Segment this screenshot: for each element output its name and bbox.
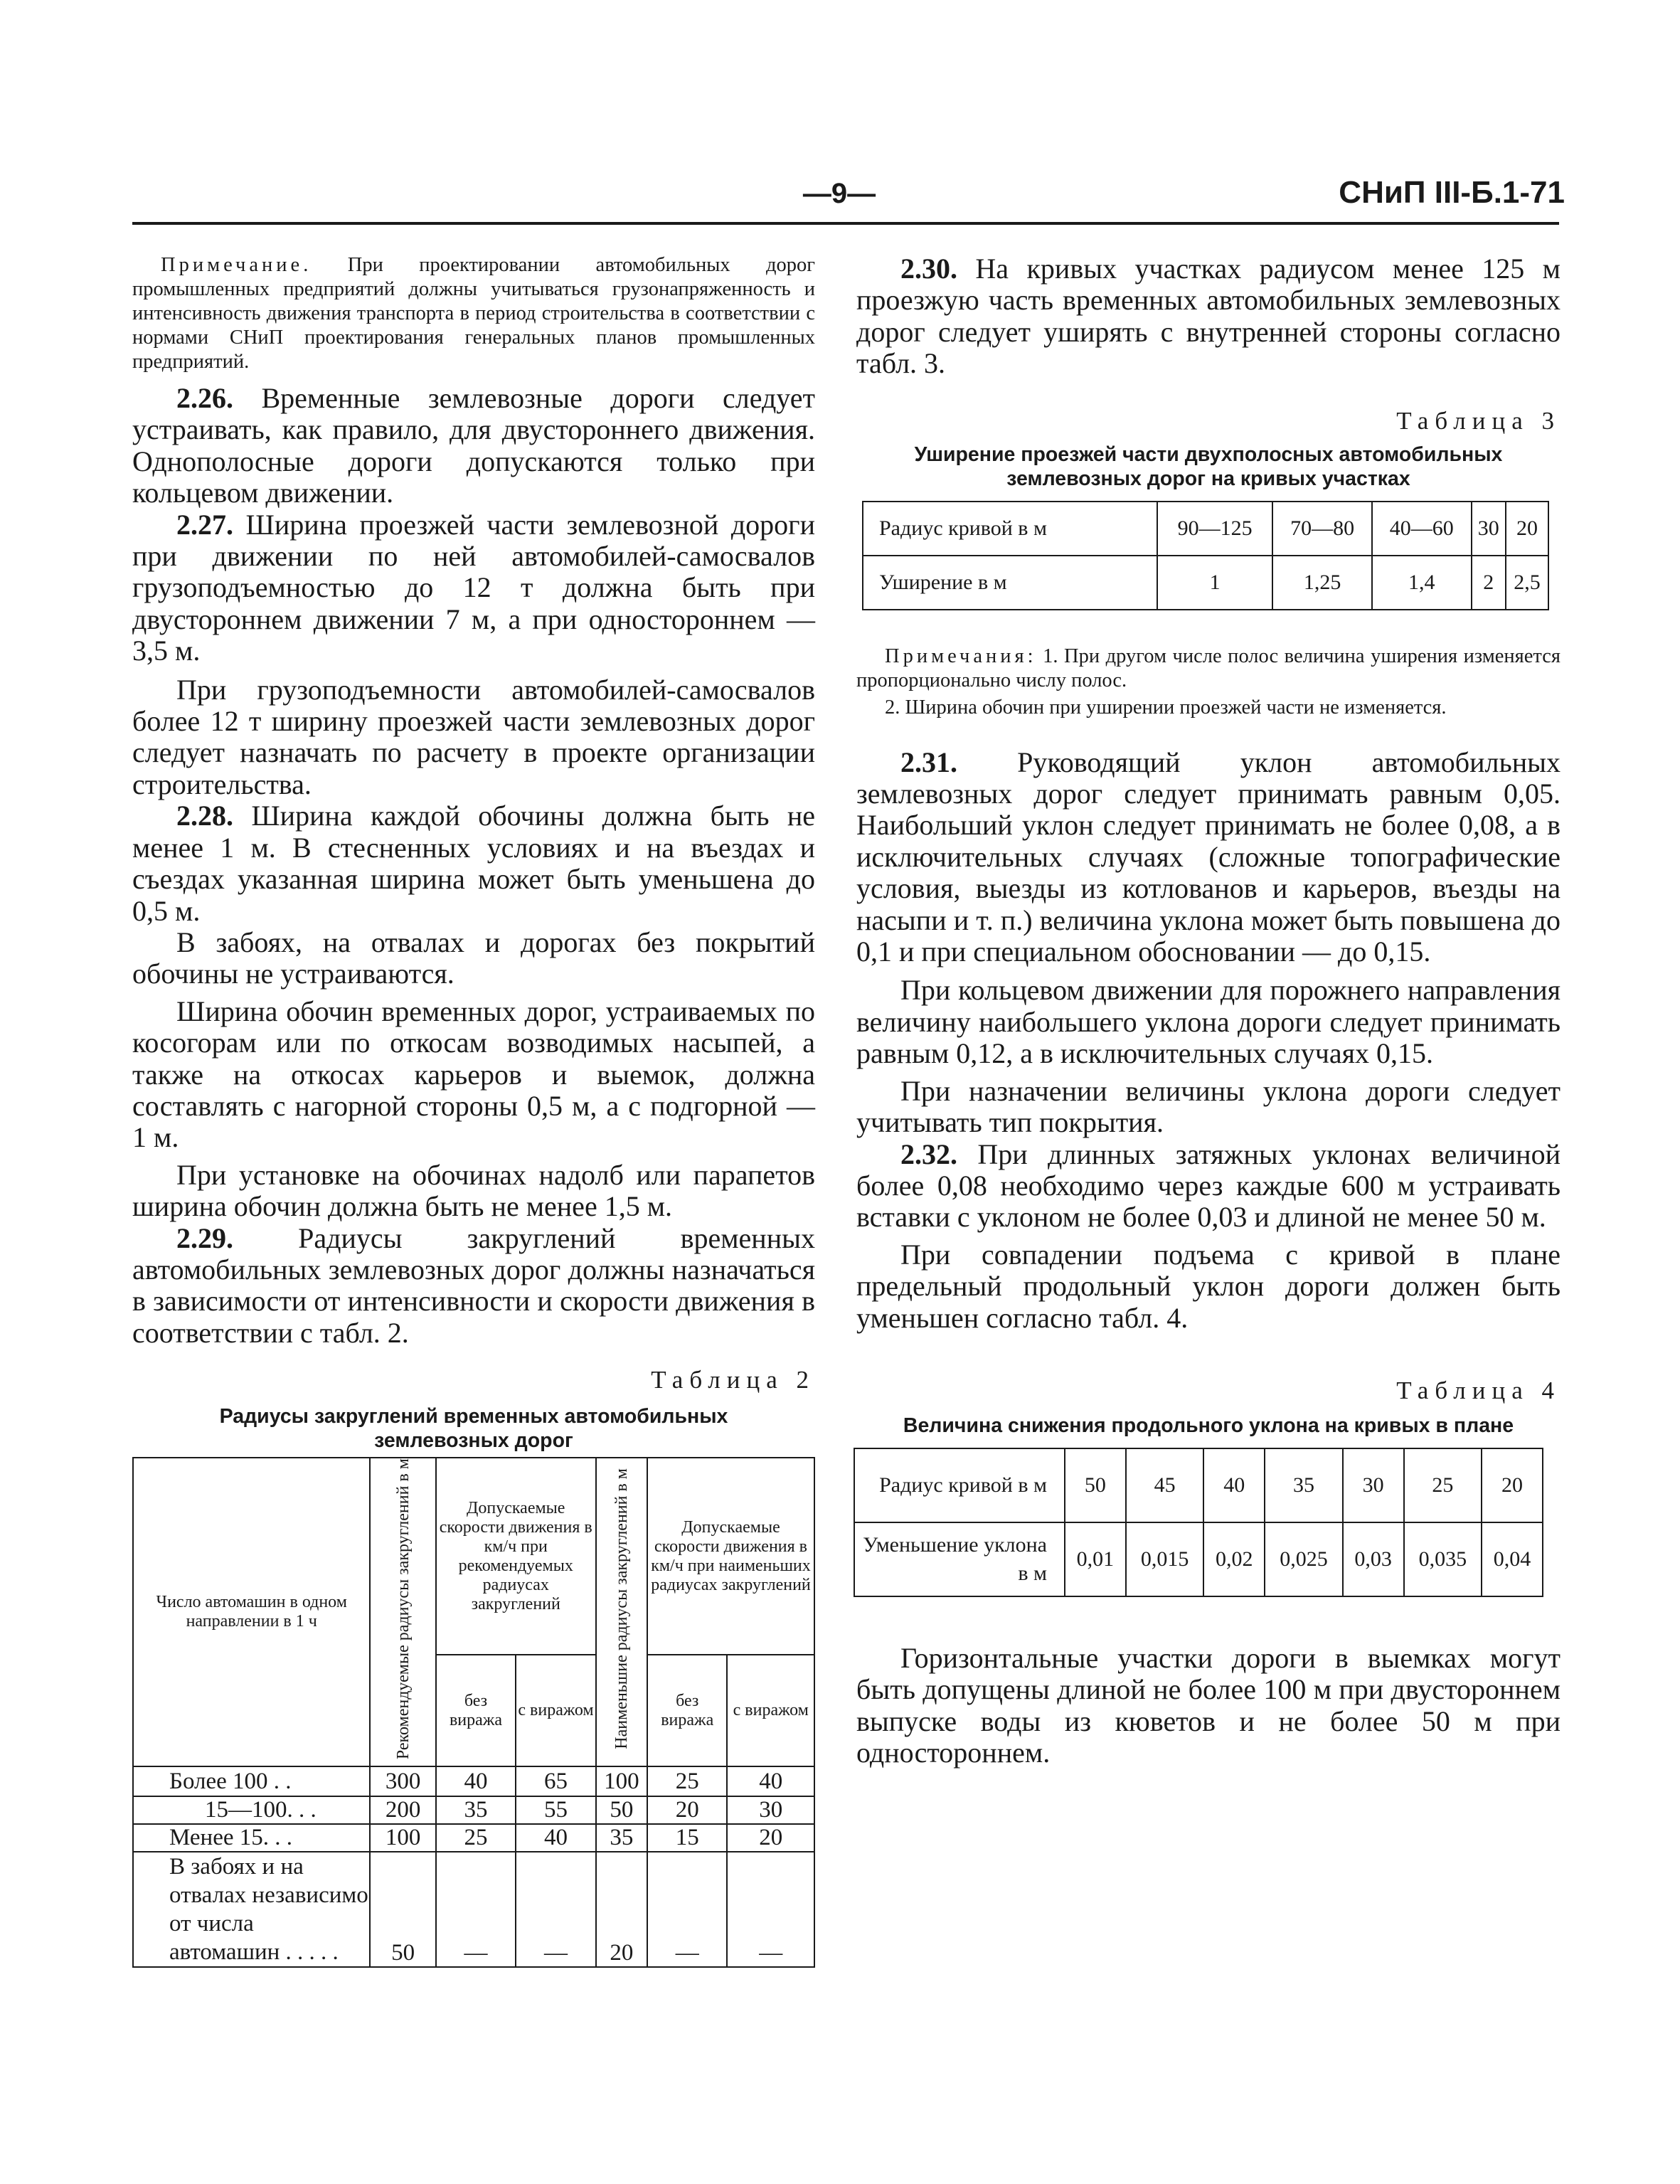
table-row: Более 100 . . 300 40 65 100 25 40 bbox=[133, 1766, 814, 1796]
page-number: —9— bbox=[802, 178, 876, 209]
table-row: В забоях и на отвалах независимо от числа автомашин . . . . . 50 — — 20 — — bbox=[133, 1852, 814, 1967]
table2-header-speed-rec: Допускаемые скорости движения в км/ч при рекомендуемых радиусах закруглений bbox=[436, 1458, 596, 1655]
document-code: СНиП III-Б.1-71 bbox=[1339, 175, 1565, 210]
paragraph-2-32b: При совпадении подъема с кривой в плане предельный продольный уклон дороги должен быть уменьшен согласно табл. 4. bbox=[856, 1238, 1561, 1334]
right-column bbox=[856, 253, 1561, 1769]
table4-label: Таблица 4 bbox=[1396, 1376, 1561, 1404]
table3-radius: 40—60 bbox=[1372, 502, 1472, 556]
table4-radius: 50 bbox=[1065, 1448, 1126, 1522]
table4-row1-label: Радиус кривой в м bbox=[854, 1448, 1065, 1522]
table2-header-no-bank-2: без виража bbox=[647, 1655, 727, 1766]
table3-title: Уширение проезжей части двухполосных автомобильных землевозных дорог на кривых участках bbox=[914, 442, 1503, 490]
paragraph-2-29: 2.29. Радиусы закруглений временных автомобильных землевозных дорог должны назначаться в зависимости от интенсивности и скорости движения в соответствии с табл. 2. bbox=[132, 1221, 815, 1349]
paragraph-2-28b: В забоях, на отвалах и дорогах без покрытий обочины не устраиваются. bbox=[132, 926, 815, 990]
paragraph-2-32: 2.32. При длинных затяжных уклонах величиной более 0,08 необходимо через каждые 600 м устраивать вставки с уклоном не более 0,03 и длиной не менее 50 м. bbox=[856, 1138, 1561, 1234]
table3-widening: 1 bbox=[1157, 556, 1272, 610]
table-row: 15—100. . . 200 35 55 50 20 30 bbox=[133, 1796, 814, 1824]
paragraph-2-31b: При кольцевом движении для порожнего направления величину наибольшего уклона дороги следует принимать равным 0,12, а в исключительных случаях 0,15. bbox=[856, 974, 1561, 1070]
table3-row2-label: Уширение в м bbox=[863, 556, 1157, 610]
table2-title: Радиусы закруглений временных автомобильных землевозных дорог bbox=[219, 1405, 728, 1453]
table4-row2-label: Уменьшение уклона в м bbox=[854, 1522, 1065, 1596]
right-body bbox=[856, 747, 1561, 1334]
table2-header-count: Число автомашин в одном направлении в 1 ч bbox=[133, 1458, 370, 1766]
paragraph-2-28c: Ширина обочин временных дорог, устраиваемых по косогорам или по откосам возводимых насыпей, а также на откосах карьеров и выемок, должна составлять с нагорной стороны 0,5 м, а с подгорной — 1 м. bbox=[132, 995, 815, 1154]
table3-label: Таблица 3 bbox=[1396, 406, 1561, 435]
table3-radius: 20 bbox=[1506, 502, 1548, 556]
table4-reduction: 0,035 bbox=[1404, 1522, 1482, 1596]
table3-radius: 70—80 bbox=[1272, 502, 1372, 556]
table4-reduction: 0,02 bbox=[1203, 1522, 1265, 1596]
header-rule bbox=[132, 222, 1559, 225]
table3 bbox=[862, 501, 1549, 610]
paragraph-2-31: 2.31. Руководящий уклон автомобильных землевозных дорог следует принимать равным 0,05. Наибольший уклон следует принимать не более 0,08, а в исключительных случаях (сложные топографические условия, выезды из котлованов и карьеров, въезды на насыпи и т. п.) величина уклона может быть повышена до 0,1 и при специальном обосновании — до 0,15. bbox=[856, 746, 1561, 968]
table4-radius: 40 bbox=[1203, 1448, 1265, 1522]
table2-label: Таблица 2 bbox=[651, 1366, 815, 1394]
table2-header-bank: с виражом bbox=[516, 1655, 595, 1766]
table3-widening: 1,4 bbox=[1372, 556, 1472, 610]
paragraph-2-28d: При установке на обочинах надолб или парапетов ширина обочин должна быть не менее 1,5 м. bbox=[132, 1158, 815, 1223]
table3-widening: 1,25 bbox=[1272, 556, 1372, 610]
paragraph-2-27b: При грузоподъемности автомобилей-самосвалов более 12 т ширину проезжей части землевозных дорог следует назначать по расчету в проекте организации строительства. bbox=[132, 673, 815, 800]
table4-reduction: 0,025 bbox=[1265, 1522, 1343, 1596]
table4-reduction: 0,015 bbox=[1126, 1522, 1204, 1596]
paragraph-2-31c: При назначении величины уклона дороги следует учитывать тип покрытия. bbox=[856, 1074, 1561, 1139]
table2-header-speed-min: Допускаемые скорости движения в км/ч при наименьших радиусах закруглений bbox=[647, 1458, 814, 1655]
table-row: Менее 15. . . 100 25 40 35 15 20 bbox=[133, 1824, 814, 1852]
table4-reduction: 0,04 bbox=[1482, 1522, 1543, 1596]
table3-radius: 30 bbox=[1472, 502, 1506, 556]
left-column bbox=[132, 253, 815, 1968]
table2-header-bank-2: с виражом bbox=[727, 1655, 814, 1766]
table3-widening: 2 bbox=[1472, 556, 1506, 610]
final-paragraph-wrap bbox=[856, 1643, 1561, 1769]
paragraph-2-30-wrap bbox=[856, 253, 1561, 380]
final-paragraph: Горизонтальные участки дороги в выемках могут быть допущены длиной не более 100 м при двустороннем выпуске воды из кюветов и не более 50 м при одностороннем. bbox=[856, 1641, 1561, 1769]
table4-radius: 20 bbox=[1482, 1448, 1543, 1522]
table2-header-no-bank: без виража bbox=[436, 1655, 516, 1766]
left-body bbox=[132, 383, 815, 1349]
table2-header-rec-radius: Рекомендуемые радиусы закруглений в м bbox=[370, 1458, 435, 1766]
table4-reduction: 0,01 bbox=[1065, 1522, 1126, 1596]
table4-radius: 35 bbox=[1265, 1448, 1343, 1522]
table3-widening: 2,5 bbox=[1506, 556, 1548, 610]
paragraph-2-30: 2.30. На кривых участках радиусом менее 125 м проезжую часть временных автомобильных землевозных дорог следует уширять с внутренней стороны согласно табл. 3. bbox=[856, 253, 1561, 380]
table4-radius: 30 bbox=[1343, 1448, 1404, 1522]
paragraph-2-26: 2.26. Временные землевозные дороги следует устраивать, как правило, для двустороннего движения. Однополосные дороги допускаются только при кольцевом движении. bbox=[132, 382, 815, 509]
table3-row1-label: Радиус кривой в м bbox=[863, 502, 1157, 556]
table4-radius: 45 bbox=[1126, 1448, 1204, 1522]
note-226: Примечание. При проектировании автомобильных дорог промышленных предприятий должны учитываться грузонапряженность и интенсивность движения транспорта в период строительства в соответствии с нормами СНиП проектирования генеральных планов промышленных предприятий. bbox=[132, 254, 815, 373]
paragraph-2-27: 2.27. Ширина проезжей части землевозной дороги при движении по ней автомобилей-самосвалов грузоподъемностью до 12 т должна быть при двустороннем движении 7 м, а при одностороннем — 3,5 м. bbox=[132, 508, 815, 667]
paragraph-2-28: 2.28. Ширина каждой обочины должна быть не менее 1 м. В стесненных условиях и на въездах и съездах указанная ширина может быть уменьшена до 0,5 м. bbox=[132, 800, 815, 927]
table3-note2: 2. Ширина обочин при уширении проезжей части не изменяется. bbox=[885, 696, 1447, 719]
table3-radius: 90—125 bbox=[1157, 502, 1272, 556]
table4-title: Величина снижения продольного уклона на кривых в плане bbox=[903, 1414, 1514, 1437]
table4 bbox=[854, 1448, 1543, 1597]
table3-note1: Примечания: 1. При другом числе полос величина уширения изменяется пропорционально числу полос. bbox=[856, 645, 1561, 691]
table2 bbox=[132, 1457, 815, 1968]
table2-header-min-radius: Наименьшие радиусы закруглений в м bbox=[596, 1458, 647, 1766]
table4-radius: 25 bbox=[1404, 1448, 1482, 1522]
table4-reduction: 0,03 bbox=[1343, 1522, 1404, 1596]
